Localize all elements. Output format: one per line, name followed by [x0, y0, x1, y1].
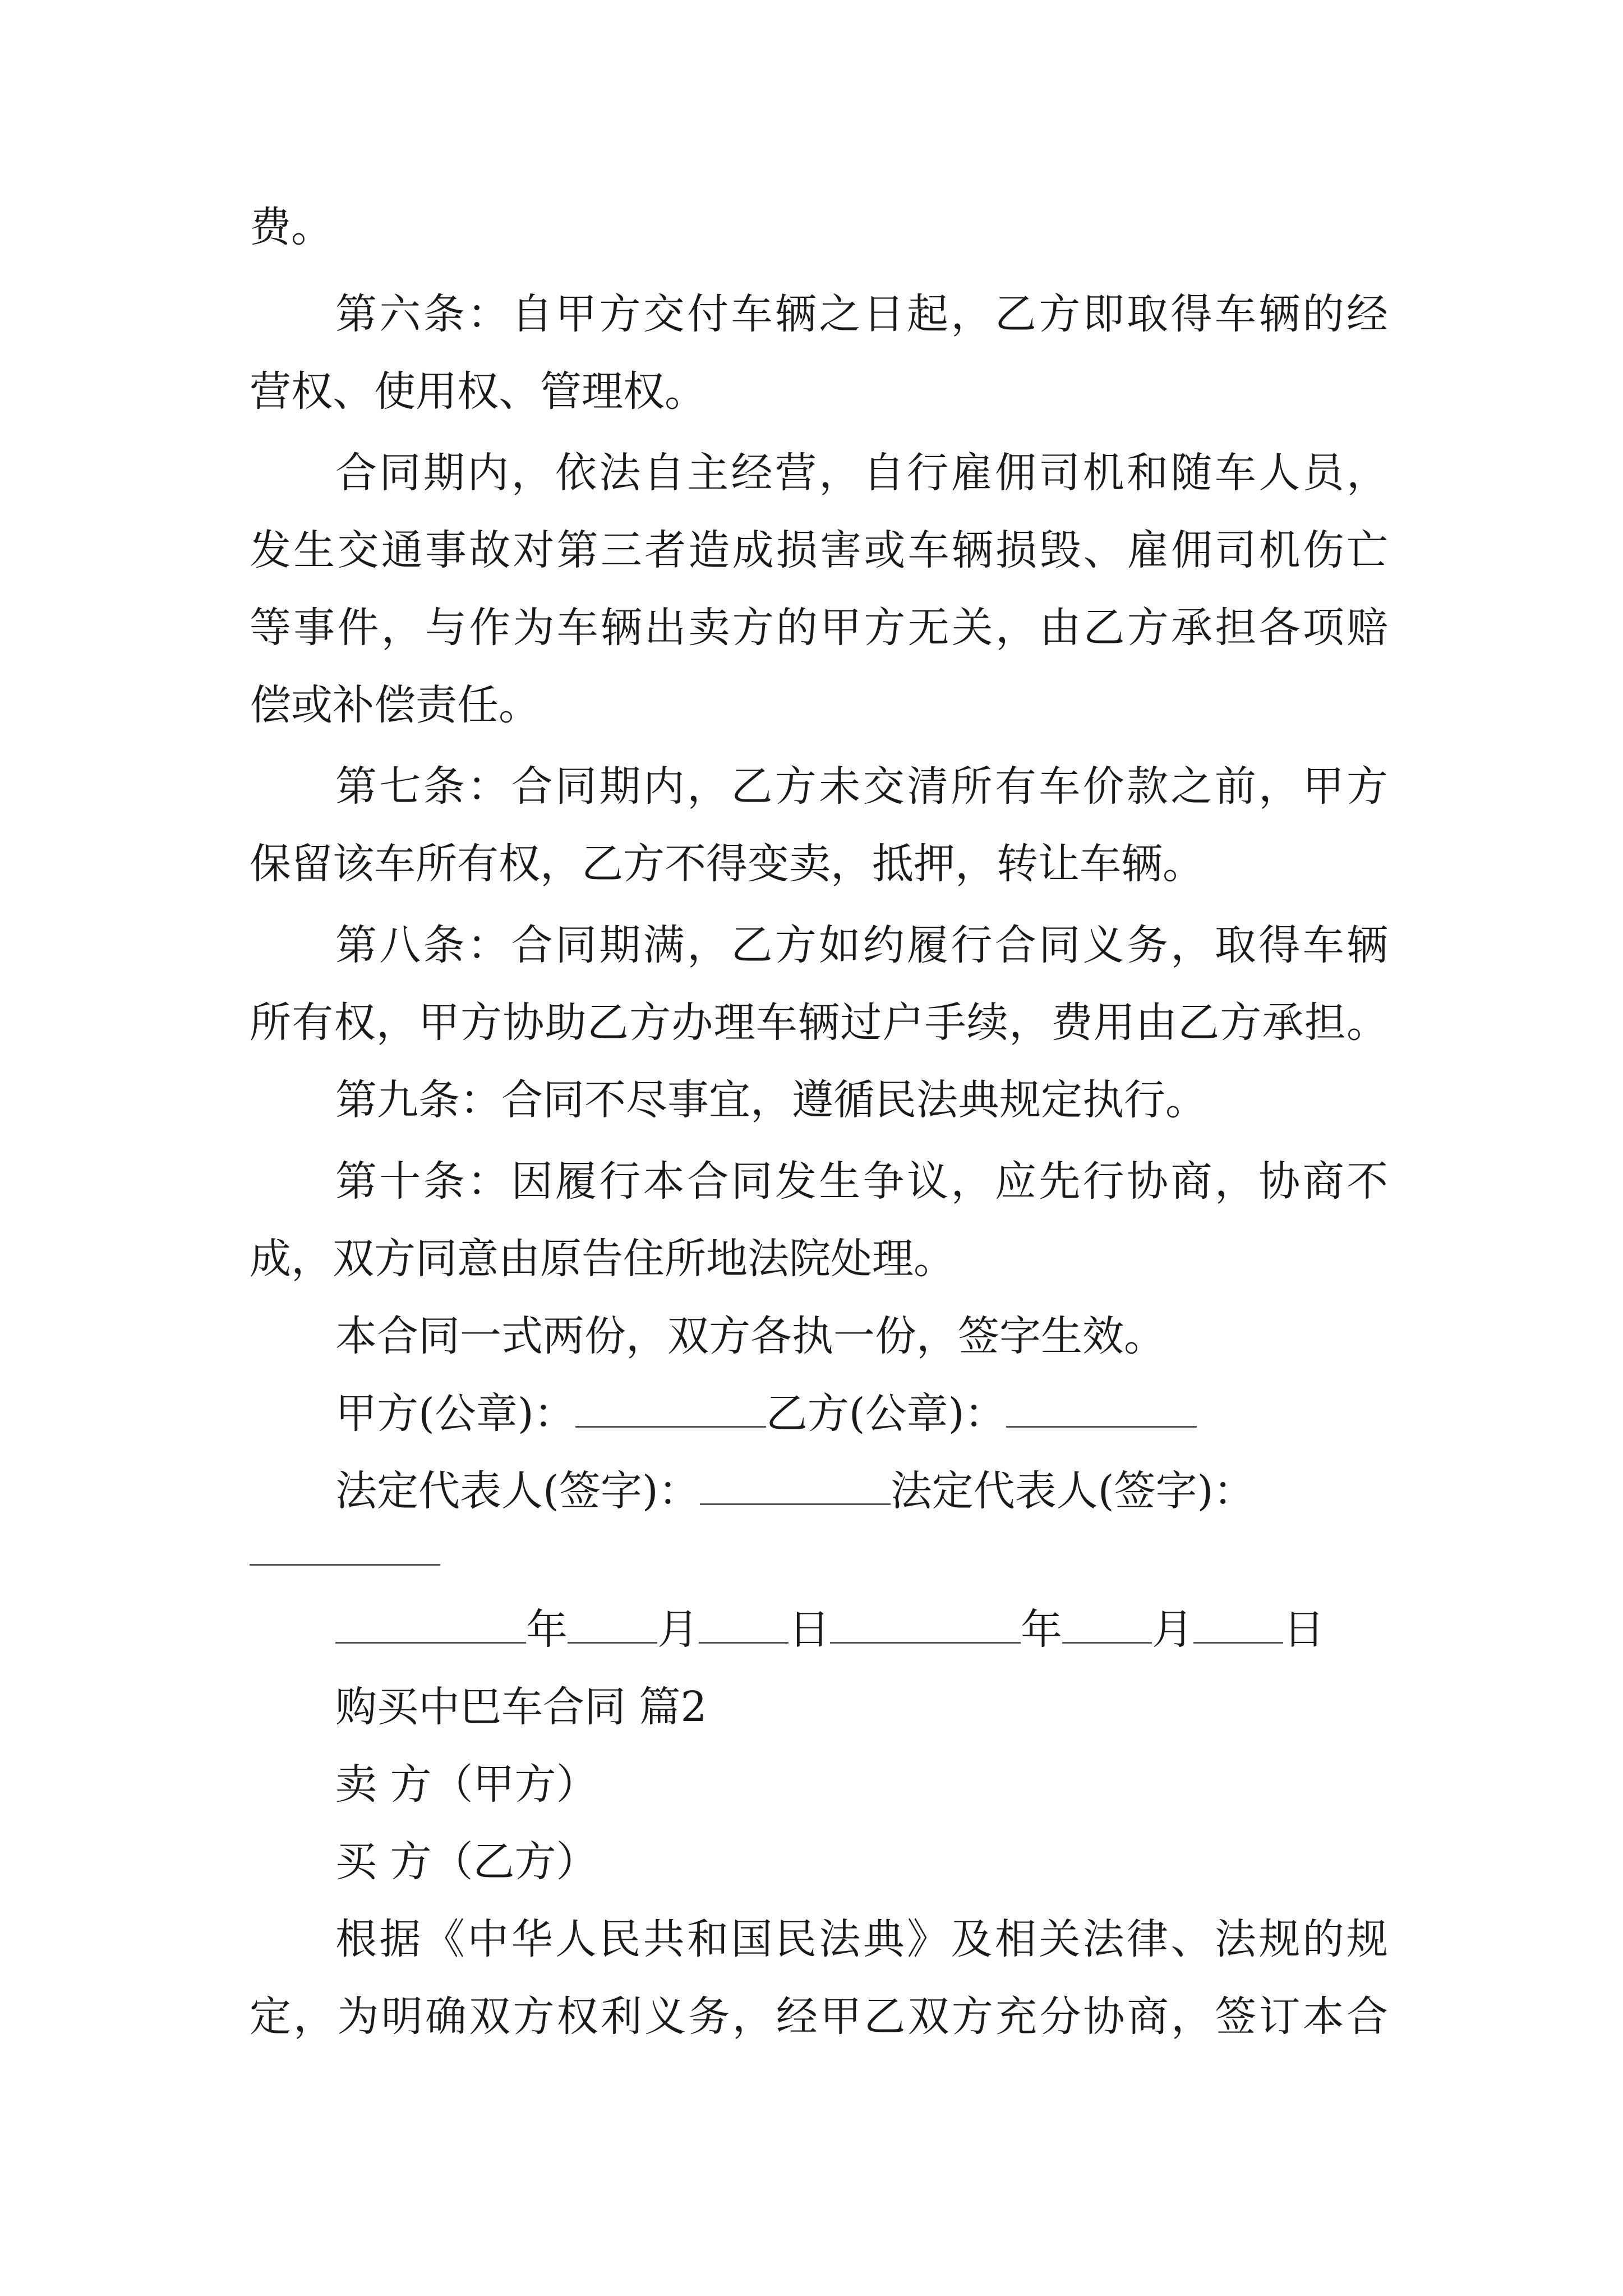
article-9-line: 第九条：合同不尽事宜，遵循民法典规定执行。 — [335, 1076, 1207, 1124]
paragraph-line: 合同期内，依法自主经营，自行雇佣司机和随车人员， — [335, 449, 1388, 497]
party-a-seal-label: 甲方(公章)： — [335, 1389, 575, 1438]
date-a-day-blank — [699, 1603, 789, 1644]
rep-a-label: 法定代表人(签字)： — [335, 1467, 700, 1515]
representative-line — [335, 1463, 1388, 1519]
paragraph-line: 费。 — [250, 203, 333, 251]
paragraph-line: 偿或补偿责任。 — [250, 681, 540, 729]
intro-line: 定，为明确双方权利义务，经甲乙双方充分协商，签订本合 — [250, 1993, 1388, 2041]
date-b-day-blank — [1193, 1603, 1283, 1644]
day-label: 日 — [789, 1605, 830, 1654]
day-label: 日 — [1283, 1605, 1325, 1654]
date-line — [335, 1602, 1388, 1658]
intro-line: 根据《中华人民共和国民法典》及相关法律、法规的规 — [335, 1915, 1388, 1963]
article-6-line: 第六条：自甲方交付车辆之日起，乙方即取得车辆的经 — [335, 290, 1388, 338]
rep-b-label: 法定代表人(签字)： — [890, 1467, 1255, 1515]
date-a-month-blank — [568, 1603, 657, 1644]
party-a-seal-blank — [575, 1387, 766, 1428]
date-b-year-blank — [830, 1603, 1021, 1644]
year-label: 年 — [1021, 1605, 1062, 1654]
date-a-year-blank — [335, 1603, 526, 1644]
party-b-seal-label: 乙方(公章)： — [766, 1389, 1006, 1438]
seal-line — [335, 1386, 1388, 1442]
seller-line: 卖 方（甲方） — [335, 1760, 598, 1809]
party-b-seal-blank — [1006, 1387, 1197, 1428]
paragraph-line: 等事件，与作为车辆出卖方的甲方无关，由乙方承担各项赔 — [250, 604, 1388, 652]
article-8-line: 第八条：合同期满，乙方如约履行合同义务，取得车辆 — [335, 921, 1388, 969]
month-label: 月 — [1152, 1605, 1193, 1654]
date-b-month-blank — [1062, 1603, 1152, 1644]
buyer-line: 买 方（乙方） — [335, 1838, 598, 1886]
article-7-line: 第七条：合同期内，乙方未交清所有车价款之前，甲方 — [335, 762, 1388, 811]
paragraph-line: 发生交通事故对第三者造成损害或车辆损毁、雇佣司机伤亡 — [250, 526, 1388, 574]
copies-clause-line: 本合同一式两份，双方各执一份，签字生效。 — [335, 1312, 1165, 1360]
month-label: 月 — [657, 1605, 699, 1654]
rep-b-blank — [250, 1564, 440, 1566]
paragraph-line: 保留该车所有权，乙方不得变卖，抵押，转让车辆。 — [250, 840, 1204, 888]
paragraph-line: 营权、使用权、管理权。 — [250, 367, 706, 416]
year-label: 年 — [526, 1605, 568, 1654]
paragraph-line: 所有权，甲方协助乙方办理车辆过户手续，费用由乙方承担。 — [250, 999, 1388, 1047]
section-2-title: 购买中巴车合同 篇2 — [335, 1683, 707, 1731]
article-10-line: 第十条：因履行本合同发生争议，应先行协商，协商不 — [335, 1157, 1388, 1205]
paragraph-line: 成，双方同意由原告住所地法院处理。 — [250, 1235, 955, 1283]
rep-a-blank — [700, 1464, 891, 1505]
